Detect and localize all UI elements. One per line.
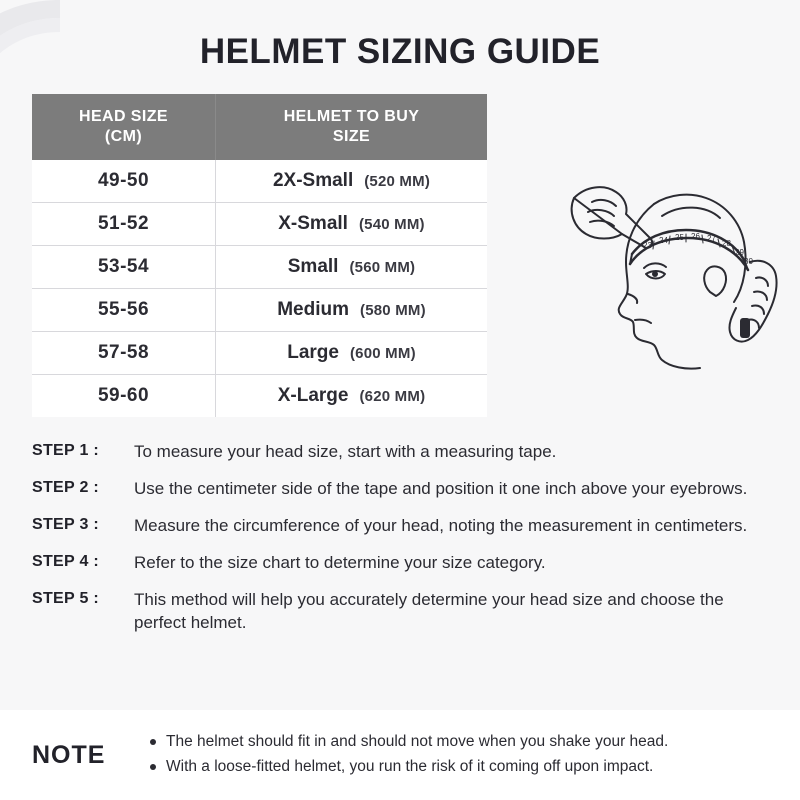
size-table: [32, 94, 487, 417]
tape-number: 23: [642, 241, 652, 250]
note-item-text: The helmet should fit in and should not move when you shake your head.: [166, 733, 669, 751]
note-item-text: With a loose-fitted helmet, you run the risk of it coming off upon impact.: [166, 758, 654, 775]
step-text: Refer to the size chart to determine your size category.: [134, 552, 546, 572]
cell-head-size: 53-54: [32, 246, 216, 289]
tape-number: 30: [743, 257, 753, 266]
bullet-icon: [150, 764, 156, 770]
cell-head-size: 49-50: [32, 160, 216, 203]
illustration-area: [487, 94, 800, 392]
tape-number: 29: [734, 248, 744, 257]
page-title: HELMET SIZING GUIDE: [199, 32, 601, 71]
table-row: [32, 375, 487, 418]
tape-number: 24: [658, 236, 668, 245]
cell-size-mm: (600 MM): [349, 345, 416, 362]
step-label: STEP 1 :: [32, 442, 100, 459]
cell-helmet-size: [216, 246, 488, 289]
head-measuring-tape-illustration: [504, 142, 784, 392]
cell-head-size: 55-56: [32, 289, 216, 332]
note-item: [150, 730, 774, 755]
bullet-icon: [150, 739, 156, 745]
cell-head-size: 59-60: [32, 375, 216, 418]
note-section: [0, 710, 800, 800]
cell-helmet-size: [216, 160, 488, 203]
cell-helmet-size: [216, 332, 488, 375]
header-helmet-size-line2: SIZE: [332, 128, 371, 145]
step-text: To measure your head size, start with a measuring tape.: [134, 442, 557, 461]
steps-list: [0, 417, 800, 635]
size-table-wrapper: [32, 94, 487, 417]
tape-number: 27: [706, 234, 716, 243]
tape-number: 26: [690, 232, 700, 241]
step-text: Use the centimeter side of the tape and position it one inch above your eyebrows.: [134, 478, 748, 498]
cell-size-name: Large: [287, 342, 339, 363]
cell-size-name: Small: [287, 256, 339, 277]
cell-head-size: 57-58: [32, 332, 216, 375]
step-text: Measure the circumference of your head, noting the measurement in centimeters.: [134, 515, 748, 535]
cell-size-mm: (620 MM): [359, 388, 426, 405]
cell-size-name: X-Small: [278, 213, 348, 234]
step-item: [32, 589, 766, 635]
table-row: [32, 332, 487, 375]
step-item: [32, 441, 766, 464]
step-label: STEP 2 :: [32, 478, 100, 496]
header-helmet-size-line1: HELMET TO BUY: [283, 108, 420, 125]
header-head-size-line2: (CM): [104, 128, 143, 145]
table-row: [32, 289, 487, 332]
cell-helmet-size: [216, 289, 488, 332]
header-helmet-size: [216, 94, 488, 160]
table-header-row: [32, 94, 487, 160]
header-head-size-line1: HEAD SIZE: [79, 108, 168, 125]
cell-size-mm: (560 MM): [349, 259, 416, 276]
step-label: STEP 4 :: [32, 552, 100, 570]
table-row: [32, 203, 487, 246]
step-item: [32, 478, 766, 501]
cell-helmet-size: [216, 375, 488, 418]
cell-size-mm: (520 MM): [364, 173, 431, 190]
step-label: STEP 5 :: [32, 589, 100, 607]
step-text: This method will help you accurately determine your head size and choose the perfect helmet.: [134, 589, 724, 632]
chart-and-illustration: [0, 72, 800, 417]
table-row: [32, 246, 487, 289]
table-row: [32, 160, 487, 203]
note-title: NOTE: [32, 740, 106, 769]
cell-head-size: 51-52: [32, 203, 216, 246]
tape-number: 25: [674, 233, 684, 242]
cell-size-mm: (540 MM): [358, 216, 425, 233]
note-item: [150, 755, 774, 780]
tape-number: 28: [721, 239, 731, 248]
cell-size-mm: (580 MM): [360, 302, 426, 319]
note-items: [150, 730, 774, 780]
header-head-size: [32, 94, 216, 160]
cell-helmet-size: [216, 203, 488, 246]
step-item: [32, 552, 766, 575]
step-item: [32, 515, 766, 538]
cell-size-name: 2X-Small: [272, 170, 354, 191]
cell-size-name: Medium: [277, 299, 349, 320]
cell-size-name: X-Large: [277, 385, 349, 406]
step-label: STEP 3 :: [32, 515, 100, 533]
